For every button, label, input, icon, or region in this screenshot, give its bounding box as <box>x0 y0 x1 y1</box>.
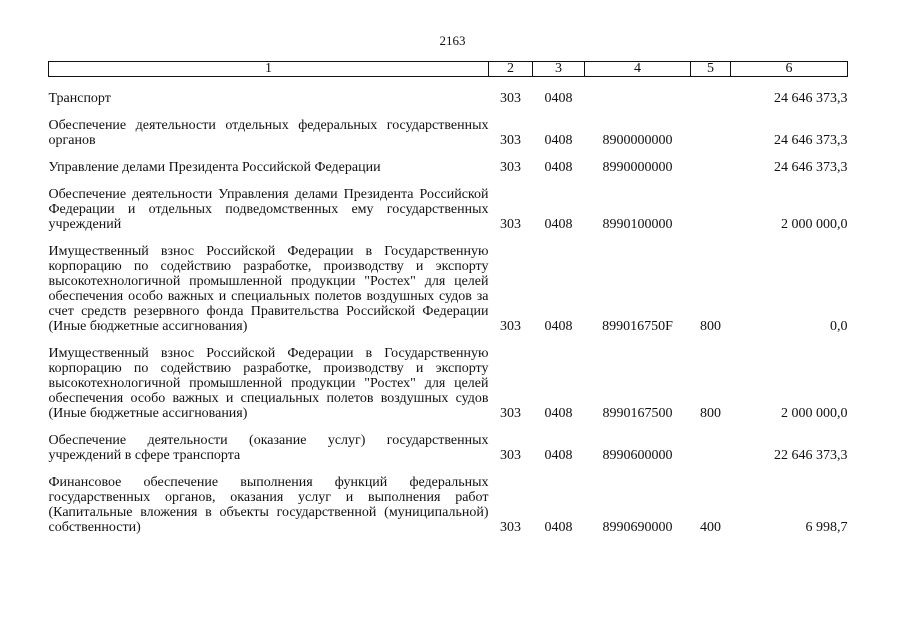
row-gr-cell: 303 <box>500 520 521 535</box>
row-vr-cell: 800 <box>700 406 721 421</box>
budget-table <box>48 61 848 535</box>
row-gr-cell: 303 <box>500 217 521 232</box>
row-csr-cell <box>585 77 691 107</box>
table-row <box>49 77 848 107</box>
table-row <box>49 232 848 334</box>
column-header-4: 4 <box>585 62 691 77</box>
row-sum-cell: 22 646 373,3 <box>774 448 848 463</box>
row-name-cell: Управление делами Президента Российской Федерации <box>48 160 381 175</box>
table-body <box>49 77 848 536</box>
row-vr-cell <box>691 106 731 148</box>
row-csr-cell: 8900000000 <box>602 133 673 148</box>
row-sum-cell: 6 998,7 <box>805 520 848 535</box>
column-header-5: 5 <box>691 62 731 77</box>
row-csr-cell: 8990600000 <box>602 448 673 463</box>
table-row <box>49 463 848 535</box>
row-gr-cell: 303 <box>500 448 521 463</box>
row-name-cell: Финансовое обеспечение выполнения функций федеральных государственных органов, оказания услуг и выполнения работ (Капитальные вложения в объекты государственной (муниципальной) собственности) <box>48 475 489 535</box>
row-vr-cell: 400 <box>700 520 721 535</box>
row-gr-cell: 303 <box>500 319 521 334</box>
column-header-6: 6 <box>731 62 848 77</box>
row-gr-cell: 303 <box>500 133 521 148</box>
column-header-3: 3 <box>533 62 585 77</box>
row-vr-cell <box>691 175 731 232</box>
row-name-cell: Обеспечение деятельности Управления делами Президента Российской Федерации и отдельных подведомственных ему государственных учреждений <box>48 187 489 232</box>
row-sum-cell: 2 000 000,0 <box>781 217 848 232</box>
row-vr-cell: 800 <box>700 319 721 334</box>
row-rz-cell: 0408 <box>544 319 573 334</box>
row-csr-cell: 8990167500 <box>602 406 673 421</box>
row-sum-cell: 2 000 000,0 <box>781 406 848 421</box>
table-row <box>49 148 848 175</box>
table-row <box>49 334 848 421</box>
column-header-1: 1 <box>49 62 489 77</box>
row-name-cell: Обеспечение деятельности отдельных федеральных государственных органов <box>48 118 489 148</box>
row-rz-cell: 0408 <box>544 406 573 421</box>
table-row <box>49 106 848 148</box>
row-rz-cell: 0408 <box>544 91 573 106</box>
row-rz-cell: 0408 <box>544 448 573 463</box>
table-row <box>49 175 848 232</box>
row-csr-cell: 8990690000 <box>602 520 673 535</box>
row-name-cell: Транспорт <box>48 91 111 106</box>
row-vr-cell <box>691 77 731 107</box>
row-sum-cell: 24 646 373,3 <box>774 160 848 175</box>
row-gr-cell: 303 <box>500 160 521 175</box>
column-header-2: 2 <box>489 62 533 77</box>
table-row <box>49 421 848 463</box>
row-rz-cell: 0408 <box>544 217 573 232</box>
row-rz-cell: 0408 <box>544 520 573 535</box>
row-csr-cell: 8990000000 <box>602 160 673 175</box>
row-rz-cell: 0408 <box>544 133 573 148</box>
row-csr-cell: 899016750F <box>602 319 673 334</box>
row-rz-cell: 0408 <box>544 160 573 175</box>
row-name-cell: Имущественный взнос Российской Федерации в Государственную корпорацию по содействию разработке, производству и экспорту высокотехнологичной промышленной продукции "Ростех" для целей обеспечения особо важных и специальных полетов воздушных судов за счет средств резервного фонда Правительства Российской Федерации (Иные бюджетные ассигнования) <box>48 244 489 334</box>
row-sum-cell: 0,0 <box>830 319 848 334</box>
row-sum-cell: 24 646 373,3 <box>774 133 848 148</box>
row-vr-cell <box>691 148 731 175</box>
row-sum-cell: 24 646 373,3 <box>774 91 848 106</box>
row-name-cell: Имущественный взнос Российской Федерации в Государственную корпорацию по содействию разработке, производству и экспорту высокотехнологичной промышленной продукции "Ростех" для целей обеспечения особо важных и специальных полетов воздушных судов (Иные бюджетные ассигнования) <box>48 346 489 421</box>
row-csr-cell: 8990100000 <box>602 217 673 232</box>
page-number: 2163 <box>439 33 466 48</box>
table-header-row <box>49 62 848 77</box>
row-gr-cell: 303 <box>500 406 521 421</box>
row-vr-cell <box>691 421 731 463</box>
row-name-cell: Обеспечение деятельности (оказание услуг) государственных учреждений в сфере транспорта <box>48 433 489 463</box>
row-gr-cell: 303 <box>500 91 521 106</box>
